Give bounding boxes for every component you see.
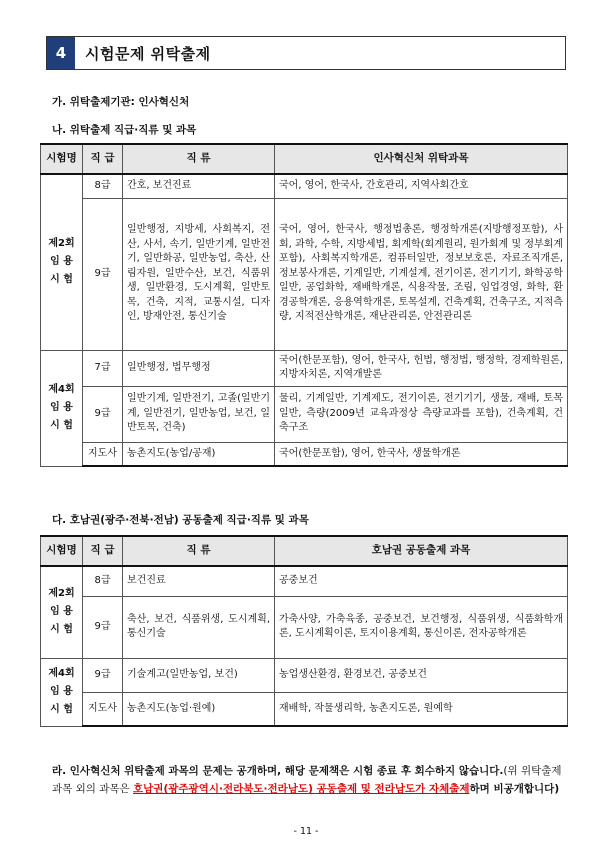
col-header: 시험명	[41, 536, 83, 566]
grade-cell: 8급	[83, 566, 123, 596]
grade-cell: 9급	[83, 596, 123, 658]
col-header: 시험명	[41, 144, 83, 174]
series-cell: 일반행정, 법무행정	[123, 350, 275, 386]
series-cell: 농촌지도(농업/공재)	[123, 442, 275, 466]
grade-cell: 9급	[83, 658, 123, 692]
table-row	[41, 386, 568, 442]
grade-cell: 지도사	[83, 442, 123, 466]
grade-cell: 지도사	[83, 692, 123, 726]
notice-highlight: 호남권(광주광역시·전라북도·전라남도) 공동출제 및 전라남도가 자체출제	[133, 783, 470, 796]
subjects-cell: 국어(한문포함), 영어, 한국사, 생물학개론	[275, 442, 568, 466]
notice-text: 라. 인사혁신처 위탁출제 과목의 문제는 공개하며, 해당 문제책은 시험 종료 후 회수하지 않습니다.	[52, 765, 504, 777]
notice-ra	[52, 762, 572, 799]
subjects-cell: 국어(한문포함), 영어, 한국사, 헌법, 행정법, 행정학, 경제학원론, 지방자치론, 지역개발론	[275, 350, 568, 386]
section-header	[46, 36, 566, 70]
table-row	[41, 442, 568, 466]
exam-name: 제2회 임 용 시 험	[41, 566, 83, 658]
col-header: 호남권 공동출제 과목	[275, 536, 568, 566]
col-header: 직 급	[83, 536, 123, 566]
subheading-na: 나. 위탁출제 직급·직류 및 과목	[52, 124, 197, 136]
section-title: 시험문제 위탁출제	[85, 44, 211, 63]
col-header: 인사혁신처 위탁과목	[275, 144, 568, 174]
exam-name: 제2회 임 용 시 험	[41, 174, 83, 350]
table-row	[41, 658, 568, 692]
subheading-da: 다. 호남권(광주·전북·전남) 공동출제 직급·직류 및 과목	[52, 514, 309, 526]
series-cell: 간호, 보건진료	[123, 174, 275, 198]
section-number: 4	[47, 37, 75, 69]
grade-cell: 9급	[83, 386, 123, 442]
table-row	[41, 174, 568, 198]
series-cell: 일반기계, 일반전기, 고졸(일반기계, 일반전기, 일반농업, 보건, 일반토목, 건축)	[123, 386, 275, 442]
series-cell: 일반행정, 지방세, 사회복지, 전산, 사서, 속기, 일반기계, 일반전기, 일반화공, 일반농업, 축산, 산림자원, 일반수산, 보건, 식품위생, 일반환경, 도시계획, 일반토목, 건축, 지적, 교통시설, 디자인, 방재안전, 통신기술	[123, 198, 275, 350]
exam-name: 제4회 임 용 시 험	[41, 658, 83, 726]
subjects-cell: 국어, 영어, 한국사, 간호관리, 지역사회간호	[275, 174, 568, 198]
subjects-cell: 공중보건	[275, 566, 568, 596]
series-cell: 보건진료	[123, 566, 275, 596]
series-cell: 농촌지도(농업·원예)	[123, 692, 275, 726]
table-row	[41, 596, 568, 658]
table-row	[41, 198, 568, 350]
subjects-cell: 가축사양, 가축육종, 공중보건, 보건행정, 식품위생, 식품화학개론, 도시계획이론, 토지이용계획, 통신이론, 전자공학개론	[275, 596, 568, 658]
table-row	[41, 566, 568, 596]
grade-cell: 9급	[83, 198, 123, 350]
subjects-cell: 물리, 기계일반, 기계제도, 전기이론, 전기기기, 생물, 재배, 토목일반, 측량(2009년 교육과정상 측량교과를 포함), 건축계획, 건축구조	[275, 386, 568, 442]
grade-cell: 7급	[83, 350, 123, 386]
series-cell: 기술계고(일반농업, 보건)	[123, 658, 275, 692]
grade-cell: 8급	[83, 174, 123, 198]
subjects-cell: 국어, 영어, 한국사, 행정법총론, 행정학개론(지방행정포함), 사회, 과학, 수학, 지방세법, 회계학(회계원리, 원가회계 및 정부회계 포함), 사회복지학개론, 컴퓨터일반, 정보보호론, 자료조직개론, 정보봉사개론, 기계일반, 기계설계, 전기이론, 전기기기, 화학공학일반, 공업화학, 재배학개론, 식용작물, 조림, 임업경영, 화학, 환경공학개론, 응용역학개론, 토목설계, 건축계획, 건축구조, 지적측량, 지적전산학개론, 재난관리론, 안전관리론	[275, 198, 568, 350]
exam-name: 제4회 임 용 시 험	[41, 350, 83, 466]
table-da	[40, 535, 568, 727]
col-header: 직 급	[83, 144, 123, 174]
subjects-cell: 농업생산환경, 환경보건, 공중보건	[275, 658, 568, 692]
table-row	[41, 692, 568, 726]
page-number: - 11 -	[293, 826, 319, 837]
series-cell: 축산, 보건, 식품위생, 도시계획, 통신기술	[123, 596, 275, 658]
notice-text: 하며 비공개합니다)	[469, 783, 560, 796]
subjects-cell: 재배학, 작물생리학, 농촌지도론, 원예학	[275, 692, 568, 726]
col-header: 직 류	[123, 144, 275, 174]
notice-text: (위 위탁출제 과목 외의 과목은	[52, 765, 562, 796]
col-header: 직 류	[123, 536, 275, 566]
subheading-ga: 가. 위탁출제기관: 인사혁신처	[52, 96, 190, 108]
table-row	[41, 350, 568, 386]
table-na	[40, 143, 568, 467]
